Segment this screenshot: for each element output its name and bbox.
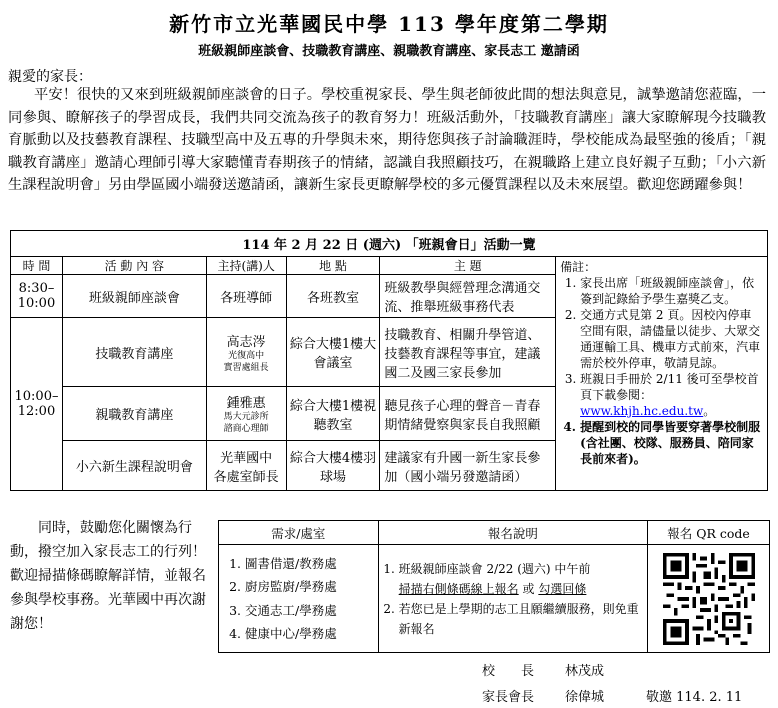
reg-online: 掃描右側條碼線上報名: [398, 581, 519, 596]
col-header-host: 主持(講)人: [206, 257, 286, 275]
place-cell: 各班教室: [286, 275, 380, 318]
notes-cell: [556, 257, 768, 491]
notes-title: 備註：: [560, 260, 597, 274]
principal-name: 林茂成: [565, 664, 605, 679]
reg-item: 2. 若您已是上學期的志工且願繼續服務，則免重新報名: [399, 599, 647, 639]
topic-cell: 班級教學與經營理念溝通交流、推舉班級事務代表: [380, 275, 556, 318]
school-website-link[interactable]: www.khjh.hc.edu.tw: [580, 404, 704, 418]
qr-cell: [648, 545, 770, 653]
place-cell: 綜合大樓1樓大會議室: [286, 318, 380, 387]
intro-paragraph: 平安！很快的又來到班級親師座談會的日子。學校重視家長、學生與老師彼此間的想法與意見，誠摯邀請您蒞臨，一同參與、瞭解孩子的學習成長，我們共同交流為孩子的教育努力！班級活動外，「技職教育講座」讓大家瞭解現今技職教育脈動以及技藝教育課程、技職型高中及五專的升學與未來，期待您與孩子討論職涯時，學校能成為最堅強的後盾；「親職教育講座」邀請心理師引導大家聽懂青春期孩子的情緒，認識自我照顧技巧，在親職路上建立良好親子互動；「小六新生課程說明會」另由學區國小端發送邀請函，讓新生家長更瞭解學校的多元優質課程以及未來展望。歡迎您踴躍參與！: [8, 87, 766, 193]
col-header-activity: 活 動 內 容: [62, 257, 206, 275]
registration-header: 報名說明: [378, 521, 647, 545]
topic-cell: 建議家有升國一新生家長參加（國小端另發邀請函）: [380, 441, 556, 491]
note-item: 1. 家長出席「班級親師座談會」，依簽到記錄給予學生嘉獎乙支。: [580, 275, 763, 307]
host-org: 馬大元診所: [223, 412, 269, 422]
qr-code-icon[interactable]: [663, 553, 755, 645]
host-cell: [206, 441, 286, 491]
col-header-topic: 主 題: [380, 257, 556, 275]
host-name: 鍾雅惠: [226, 396, 266, 411]
host-name: 光華國中: [220, 450, 273, 466]
registration-cell: [378, 545, 647, 653]
reg-item: [399, 559, 647, 599]
note-item: 4. 提醒到校的同學皆要穿著學校制服(含社團、校隊、服務員、陪同家長前來者)。: [580, 419, 763, 467]
reg-text: 班級親師座談會 2/22 (週六) 中午前: [398, 561, 591, 576]
activity-cell: 技職教育講座: [62, 318, 206, 387]
host-role: 實習處組長: [223, 362, 269, 373]
place-cell: 綜合大樓4樓羽球場: [286, 441, 380, 491]
need-item: 3. 交通志工/學務處: [245, 599, 378, 623]
host-org: 光復高中: [228, 350, 265, 361]
principal-title: 校 長: [482, 664, 535, 679]
qr-header: 報名 QR code: [648, 521, 770, 545]
topic-cell: 聽見孩子心理的聲音－青春期情緒覺察與家長自我照顧: [380, 387, 556, 441]
note-item: [580, 371, 763, 419]
schedule-caption: 114 年 2 月 22 日 (週六) 「班親會日」活動一覽: [11, 231, 768, 257]
needs-cell: [219, 545, 379, 653]
host-role: 諮商心理師: [223, 424, 269, 434]
host-role: 各處室師長: [213, 469, 279, 485]
col-header-time: 時 間: [11, 257, 63, 275]
volunteer-invite-text: 同時，鼓勵您化關懷為行動，撥空加入家長志工的行列！歡迎掃描條碼瞭解詳情，並報名參與學校事務。光華國中再次謝謝您！: [10, 520, 206, 632]
reg-or: 或: [522, 581, 535, 596]
place-cell: 綜合大樓1樓視聽教室: [286, 387, 380, 441]
need-item: 4. 健康中心/學務處: [245, 622, 378, 646]
topic-cell: 技職教育、相關升學管道、技藝教育課程等事宜，建議國二及國三家長參加: [380, 318, 556, 387]
needs-header: 需求/處室: [219, 521, 379, 545]
host-cell: [206, 387, 286, 441]
note-suffix: 。: [703, 404, 716, 418]
time-cell: 8:30–10:00: [11, 275, 63, 318]
greeting: 親愛的家長：: [8, 69, 92, 85]
closing-date: 敬邀 114. 2. 11: [646, 690, 743, 705]
col-header-place: 地 點: [286, 257, 380, 275]
schedule-table: [10, 230, 768, 491]
host-cell: [206, 318, 286, 387]
chair-name: 徐偉城: [565, 690, 605, 705]
activity-cell: 親職教育講座: [62, 387, 206, 441]
host-name: 高志涔: [226, 334, 266, 350]
need-item: 2. 廚房監廚/學務處: [245, 575, 378, 599]
time-cell: 10:00–12:00: [11, 318, 63, 491]
need-item: 1. 圖書借還/教務處: [245, 552, 378, 576]
host-cell: 各班導師: [206, 275, 286, 318]
activity-cell: 班級親師座談會: [62, 275, 206, 318]
volunteer-table: [218, 520, 770, 653]
note-item: 2. 交通方式見第 2 頁。因校內停車空間有限，請儘量以徒步、大眾交通運輸工具、機車方式前來，汽車需於校外停車，敬請見諒。: [580, 307, 763, 371]
activity-cell: 小六新生課程說明會: [62, 441, 206, 491]
note-text: 班親日手冊於 2/11 後可至學校首頁下載參閱：: [580, 372, 759, 402]
chair-title: 家長會長: [482, 690, 535, 705]
reg-slip: 勾選回條: [538, 581, 587, 596]
document-title: 新竹市立光華國民中學 113 學年度第二學期: [169, 12, 609, 36]
document-subtitle: 班級親師座談會、技職教育講座、親職教育講座、家長志工 邀請函: [198, 44, 580, 59]
